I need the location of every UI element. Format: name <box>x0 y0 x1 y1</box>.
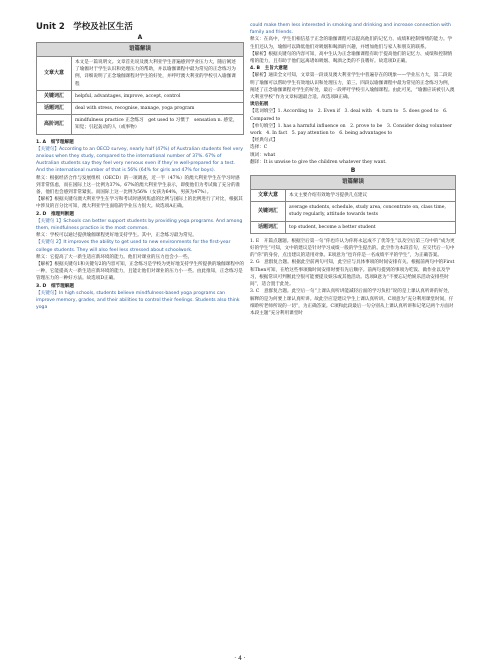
key-sentence: 【关键句 2】It improves the ability to get used to new environments for the first-year college students. They will also feel less stressed about schoolwork. <box>36 240 231 253</box>
answer-explanation: 3. C 意群复合题。此空后一句“上课认真听讲能减轻后面的学习负担”说的是上课认真听讲的好处，解释的是为何要上课认真听讲。故此空应是建议学生上课认真听讲。C项意为“充分利用课堂时间，仔细聆听老师所说的一切”，为正确答案。C项和此段最后一句分别从上课认真听讲和记笔记两个方面对本段主题“充分利用课堂时 <box>250 289 454 316</box>
key-sentence: 【关键句】According to an OECD survey, nearly half (47%) of Australian students feel very anxious when they study, compared to the international number of 37%. 67% of Australian students say they feel very nervous even if they’re well-prepared for a test. And the international number of that is 56% (64% for girls and 47% for boys). <box>36 146 243 174</box>
analysis: 【解析】根据关键句的内容可知，高中生认为正念瑜伽课程有助于提高他们的记忆力、成绩和控制情绪的能力，且有助于他们远离诸如吸烟、喝酒之类的不良嗜好。故选项D正确。 <box>250 51 453 65</box>
table-row <box>37 57 244 91</box>
translation: 释义：它提高了大一新生适应新环境的能力。他们对课业的压力也会小一些。 <box>36 254 193 260</box>
table-row <box>251 202 456 221</box>
key-sentence: 【关键句 1】Schools can better support students by providing yoga programs. And among them, mindfulness practice is the most common. <box>36 218 243 232</box>
table-key: 关键词汇 <box>37 90 72 102</box>
answer-line: 【单句填空】1. has a harmful influence on 2. prove to be 3. Consider doing volunteer work 4. In fact 5. pay attention to 6. being advantages to <box>250 123 452 137</box>
table-b-header: 语篇解读 <box>251 176 456 190</box>
analysis: 【解析】通读全文可知，文章第一段谈及澳大利亚学生中普遍存在的现象——学业压力大，第二段说明了瑜伽可以帮助学生有效地认识和处理压力，第三、四段以瑜伽课程中最为常见的正念练习为例，阐述了正念瑜伽课程对学生的好处，最后一段呼吁学校引入瑜伽课程。由此可见，“瑜伽应该被引入澳大利亚学校”作为文章标题最合适。故选项B正确。 <box>250 73 455 101</box>
table-a-header: 语篇解读 <box>37 43 244 57</box>
table-key: 话题词汇 <box>37 103 72 115</box>
reading-analysis-table-a <box>36 42 244 135</box>
table-key: 高阶词汇 <box>37 115 72 134</box>
table-row <box>37 115 244 134</box>
analysis: 【解析】根据关键句澳大利亚学生在学习和考试时感到焦虑的比例与国际上的比例进行了对比，根据其中涉及的百分比可知，澳大利亚学生面临的学业压力很大。故选项A正确。 <box>36 197 243 210</box>
table-value: deal with stress, recognise, manage, yoga program <box>72 103 244 115</box>
answer-line: 【经典句式】 <box>250 138 278 144</box>
answer-line: 【选词填空】1. According to 2. Even if 3. deal with 4. turn to 5. does good to 6. Compared to <box>250 109 448 122</box>
answer-line: 选择：C <box>250 145 268 151</box>
section-heading: 读后拓展 <box>250 102 269 108</box>
section-a-label: A <box>137 34 143 41</box>
key-sentence: 【关键句】In high schools, students believe mindfulness-based yoga programs can improve memory, grades, and their abilities to control their feelings. Students also think yoga <box>36 290 240 311</box>
answer-line: 翻译：It is unwise to give the children whatever they want. <box>250 159 387 165</box>
table-row <box>37 103 244 115</box>
question-heading: 1. A 细节理解题 <box>36 139 74 145</box>
reading-analysis-table-b <box>250 175 456 234</box>
table-key: 文章大意 <box>37 57 72 91</box>
answer-explanation: 1. E 开篇点题题。根据空后第一句“你也许认为你将永远成不了优等生”以及空后第三句中的“成为更好的学生”可知，文中的建议是针对学习成绩一般的学生提出的。此空作为本段首句，应交代后一句中的“你”的身份，点出建议的适用对象。E项意为“也许你是一名成绩平平的学生”，为正确答案。 <box>250 238 455 259</box>
analysis: 【解析】根据关键句1和关键句2的内容可知，正念练习是学校为更好地支持学生所提供的瑜伽课程中的一种，它能提高大一新生适应新环境的能力，且能让他们对课业的压力小一些。由此推知，正念练习是管理压力的一种好方法。故选项D正确。 <box>36 262 244 282</box>
question-heading: 4. B 主旨大意题 <box>250 66 288 72</box>
table-value: 本文主要介绍有效地学习提供几点建议 <box>286 190 456 202</box>
answer-line: 填词：what <box>250 152 276 158</box>
table-key: 文章大意 <box>251 190 286 202</box>
answer-explanation: 2. G 意群复合题。根据此空前两句可知，此空应与具体事项的时间安排有关。根据前两句中的First和Then可知，在给这些事项做时间安排时要有先后顺序。前两句提到的事项为吃饭、做作业以及学习，根据常识可判断此空很可能要提及娱乐或其他活动。选项B意为“不要忘记给娱乐活动安排些时间”，适合置于此处。 <box>250 260 455 288</box>
translation: 释义：根据经济合作与发展组织（OECD）的一项调查，近一半（47%）的澳大利亚学生在学习时感到非常焦虑，而在国际上这一比例为37%。67%的澳大利亚学生表示，即使他们为考试做了充分的准备，他们也会感到非常紧张。而国际上这一比例为56%（女孩为64%，男孩为47%）。 <box>36 175 241 196</box>
table-value: top student, become a better student <box>286 221 456 233</box>
table-value: average students, schedule, study area, concentrate on, class time, study regularly, attitude towards tests <box>286 202 456 221</box>
table-key: 关键词汇 <box>251 202 286 221</box>
table-row <box>251 221 456 233</box>
table-value: helpful, advantages, improve, accept, control <box>72 90 244 102</box>
question-heading: 2. D 推理判断题 <box>36 211 74 217</box>
translation: 释义：在高中，学生们相信基于正念的瑜伽课程可以提高他们的记忆力、成绩和控制情绪的能力。学生们还认为，瑜伽可以降低他们对吸烟和喝酒的兴趣，并增加他们与家人和朋友的联系。 <box>250 37 453 50</box>
translation: 释义：学校可以通过提供瑜伽课程更好地支持学生。其中，正念练习最为常见。 <box>36 233 197 239</box>
unit-title: Unit 2 学校及社区生活 <box>36 22 133 32</box>
table-value: 本文是一篇说明文。文章首先说及澳大利亚学生普遍感到学业压力大，随后阐述了瑜伽对于学生认识和处理压力的帮助，并以瑜伽课程中最为常见的正念练习为例，详细说明了正念瑜伽课程对学生的好处，并呼吁澳大利亚的学校引入瑜伽课程 <box>72 57 244 91</box>
table-row <box>251 190 456 202</box>
question-heading: 3. D 细节理解题 <box>36 283 74 289</box>
key-sentence: could make them less interested in smoking and drinking and increase connection with family and friends. <box>250 23 451 36</box>
table-row <box>37 90 244 102</box>
section-b-label: B <box>350 167 356 175</box>
left-column <box>36 22 244 312</box>
table-value: mindfulness practice 正念练习 get used to 习惯于 sensation n. 感觉，知觉；引起轰动的人（或事物） <box>72 115 244 134</box>
table-key: 话题词汇 <box>251 221 286 233</box>
page-number: · 4 · <box>234 655 246 662</box>
right-column <box>250 22 456 317</box>
